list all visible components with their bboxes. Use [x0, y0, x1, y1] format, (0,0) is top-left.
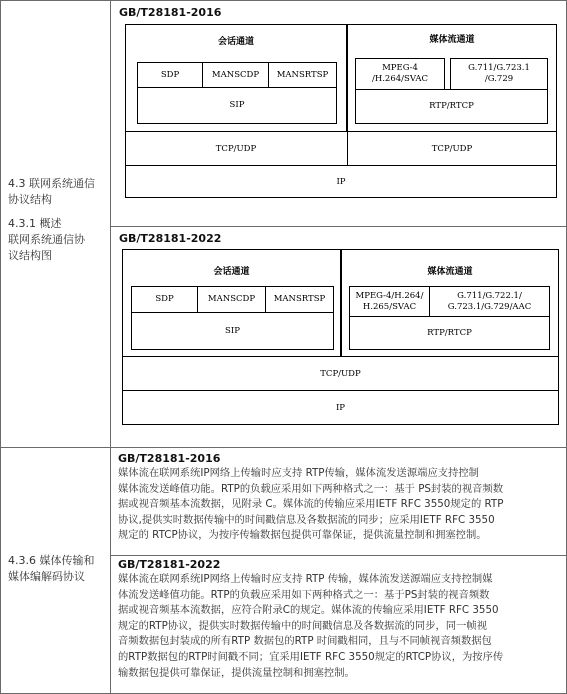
text-line: 的RTP数据包的RTP时间戳不同；宜采用IETF RFC 3550规定的RTCP协议，为按序传	[118, 650, 504, 663]
text-line: 据或视音频基本流数据，应符合附录C的规定。媒体流的传输应采用IETF RFC 3550	[118, 604, 499, 617]
row2-section-label	[8, 553, 108, 585]
subcell-divider-lower	[110, 555, 567, 556]
d16-g7-line1: G.711/G.723.1	[468, 63, 530, 73]
d22-mpeg	[349, 286, 430, 317]
diagram-2016-title: GB/T28181-2016	[119, 6, 222, 19]
text-line: 据或视音频基本流数据，见附录 C。媒体流的传输应采用IETF RFC 3550规定的 RTP	[118, 498, 504, 511]
label-line: 4.3.6 媒体传输和	[8, 554, 95, 567]
text-2022-block	[118, 557, 564, 681]
d22-mansrtsp: MANSRTSP	[265, 286, 334, 313]
d16-ip: IP	[336, 177, 346, 187]
text-2022-paragraph	[118, 572, 564, 681]
d22-g7	[429, 286, 550, 317]
d22-media-label: 媒体流通道	[427, 266, 473, 277]
diagram-2022-title: GB/T28181-2022	[119, 232, 222, 245]
d16-mpeg-line2: /H.264/SVAC	[371, 74, 429, 84]
text-line: 媒体流发送峰值功能。RTP的负载应采用如下两种格式之一：基于 PS封装的视音频数	[118, 482, 504, 495]
d22-rtp: RTP/RTCP	[349, 316, 550, 350]
table-border-left	[0, 0, 1, 694]
label-line: 4.3 联网系统通信	[8, 177, 95, 190]
label-line: 4.3.1 概述	[8, 217, 62, 230]
d22-manscdp: MANSCDP	[197, 286, 266, 313]
row1-section-label	[8, 176, 108, 264]
d22-mpeg-line1: MPEG-4/H.264/	[355, 290, 424, 301]
row-divider	[0, 447, 567, 448]
d22-ip: IP	[335, 403, 346, 413]
text-2016-title: GB/T28181-2016	[118, 452, 221, 465]
d16-rtp: RTP/RTCP	[355, 89, 548, 124]
table-border-top	[0, 0, 567, 1]
text-line: 媒体流在联网系统IP网络上传输时应支持 RTP 传输，媒体流发送源端应支持控制媒	[118, 573, 493, 585]
column-divider	[110, 0, 111, 694]
d16-session-label: 会话通道	[217, 36, 254, 47]
d16-media-label: 媒体流通道	[429, 34, 475, 45]
d16-mansrtsp: MANSRTSP	[268, 62, 337, 88]
label-line: 联网系统通信协	[8, 233, 85, 246]
text-line: 规定的 RTCP协议，为按序传输数据包提供可靠保证，提供流量控制和拥塞控制。	[118, 529, 487, 542]
d22-sip: SIP	[131, 312, 334, 350]
label-line: 媒体编解码协议	[8, 570, 85, 583]
text-line: 规定的RTP协议，提供实时数据传输中的时间戳信息及各数据流的同步，同一帧视	[118, 619, 487, 632]
text-line: 协议,提供实时数据传输中的时间戳信息及各数据流的同步；应采用IETF RFC 3550	[118, 513, 495, 526]
d22-g7-line1: G.711/G.722.1/	[457, 290, 522, 301]
text-2022-title: GB/T28181-2022	[118, 558, 221, 571]
subcell-divider-upper	[110, 226, 567, 227]
label-line: 议结构图	[8, 249, 52, 262]
text-line: 音频数据包封装成的所有RTP 数据包的RTP 时间戳相同，且与不同帧视音频数据包	[118, 635, 492, 648]
text-line: 媒体流在联网系统IP网络上传输时应支持 RTP传输，媒体流发送源端应支持控制	[118, 467, 479, 479]
text-2016-paragraph	[118, 466, 564, 544]
d16-mpeg	[355, 58, 445, 90]
d22-g7-line2: G.723.1/G.729/AAC	[447, 301, 532, 312]
text-line: 体流发送峰值功能。RTP的负载应采用如下两种格式之一：基于PS封装的视音频数	[118, 588, 490, 601]
d16-manscdp: MANSCDP	[202, 62, 269, 88]
label-line: 协议结构	[8, 193, 52, 206]
d22-mpeg-line2: H.265/SVAC	[362, 301, 417, 312]
d16-g7	[450, 58, 548, 90]
d16-tcp-udp-left: TCP/UDP	[215, 144, 257, 154]
d22-sdp: SDP	[131, 286, 198, 313]
d16-tcp-udp-right: TCP/UDP	[431, 144, 473, 154]
d16-mpeg-line1: MPEG-4	[382, 63, 418, 73]
d22-tcp-udp: TCP/UDP	[320, 368, 361, 379]
d22-session-label: 会话通道	[213, 266, 250, 277]
text-2016-block	[118, 451, 564, 544]
d16-sip: SIP	[137, 87, 337, 124]
d16-g7-line2: /G.729	[484, 74, 514, 84]
d16-sdp: SDP	[137, 62, 203, 88]
label-line	[8, 208, 108, 216]
text-line: 输数据包提供可靠保证，提供流量控制和拥塞控制。	[118, 666, 355, 679]
